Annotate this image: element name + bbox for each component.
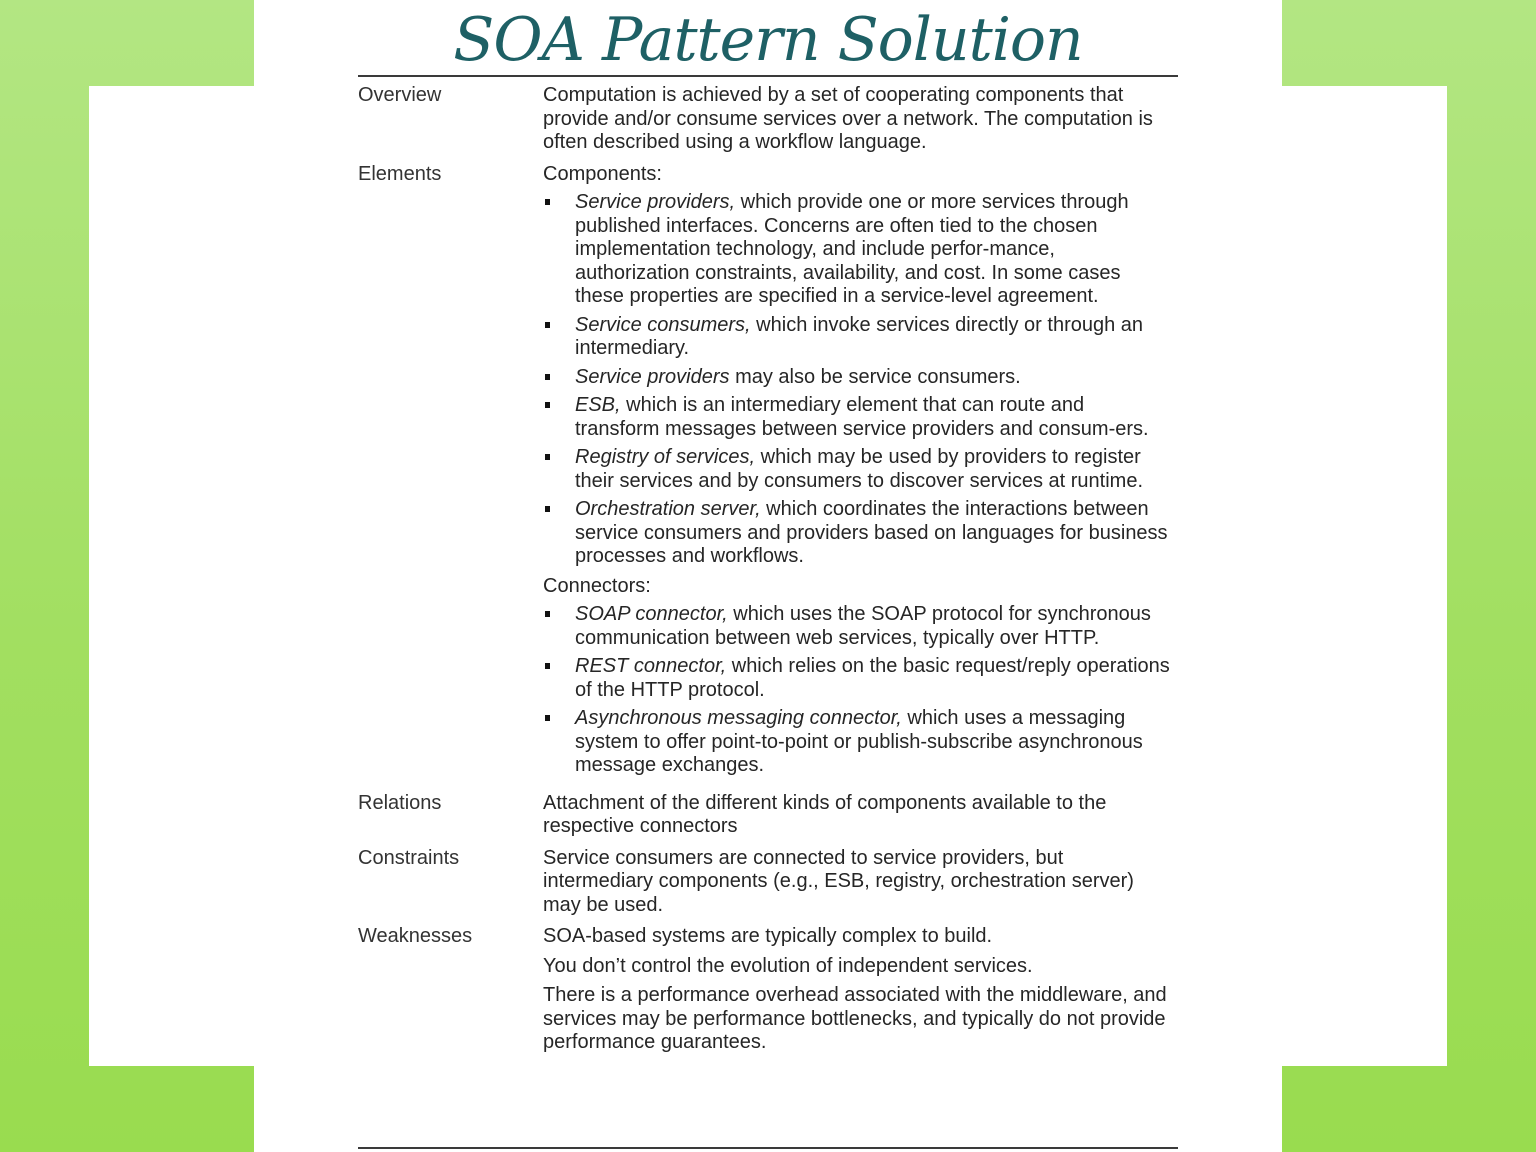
bullet-icon xyxy=(545,506,550,512)
bullet-icon xyxy=(545,715,550,721)
row-label-constraints: Constraints xyxy=(358,846,460,869)
list-item-rest-connector xyxy=(543,655,1173,702)
row-label-overview: Overview xyxy=(358,84,442,106)
list-item-esb xyxy=(543,394,1173,441)
description: which provide one or more services through published interfaces. Concerns are often tied to the chosen implementation technology, and include perfor-mance, authorization constraints, availability, and cost. In some cases these properties are specified in a service-level agreement. xyxy=(575,191,1129,307)
row-overview xyxy=(358,84,1178,155)
pattern-table xyxy=(358,84,1178,1063)
table-top-rule xyxy=(358,75,1178,77)
description: which uses the SOAP protocol for synchronous communication between web services, typically over HTTP. xyxy=(575,603,1151,649)
slide-title: SOA Pattern Solution xyxy=(453,5,1083,75)
list-item-registry xyxy=(543,446,1173,493)
connectors-list xyxy=(543,603,1173,778)
term: Registry of services, xyxy=(575,446,756,468)
term: ESB, xyxy=(575,394,621,416)
description: which relies on the basic request/reply operations of the HTTP protocol. xyxy=(575,655,1170,701)
weakness-text: You don’t control the evolution of independent services. xyxy=(543,954,1033,977)
row-weaknesses xyxy=(358,925,1178,1055)
bullet-icon xyxy=(545,611,550,617)
row-relations xyxy=(358,792,1178,839)
description: which may be used by providers to register their services and by consumers to discover services at runtime. xyxy=(575,446,1143,492)
table-bottom-rule xyxy=(358,1147,1178,1149)
bullet-icon xyxy=(545,663,550,669)
connectors-heading: Connectors: xyxy=(543,574,651,597)
list-item-soap-connector xyxy=(543,603,1173,650)
bullet-icon xyxy=(545,199,550,205)
row-elements xyxy=(358,163,1178,784)
row-body-weaknesses xyxy=(543,925,1173,1055)
bullet-icon xyxy=(545,374,550,380)
bullet-icon xyxy=(545,322,550,328)
row-body-relations xyxy=(543,792,1173,839)
row-body-elements xyxy=(543,163,1173,784)
description: may also be service consumers. xyxy=(729,365,1021,388)
term: SOAP connector, xyxy=(575,603,728,625)
bullet-icon xyxy=(545,402,550,408)
components-list xyxy=(543,191,1173,569)
row-label-weaknesses: Weaknesses xyxy=(358,925,473,947)
weakness-text: There is a performance overhead associated with the middleware, and services may be performance bottlenecks, and typically do not provide performance guarantees. xyxy=(543,984,1167,1053)
constraints-text: Service consumers are connected to service providers, but intermediary components (e.g., ESB, registry, orchestration server) may be used. xyxy=(543,846,1134,916)
list-item-providers-also-consumers xyxy=(543,366,1173,390)
relations-text: Attachment of the different kinds of components available to the respective connectors xyxy=(543,791,1107,837)
bullet-icon xyxy=(545,454,550,460)
description: which is an intermediary element that can route and transform messages between service providers and consum-ers. xyxy=(575,394,1149,440)
weakness-text: SOA-based systems are typically complex to build. xyxy=(543,925,993,947)
description: which invoke services directly or through an intermediary. xyxy=(575,313,1144,359)
row-constraints xyxy=(358,847,1178,918)
right-white-panel xyxy=(1282,86,1447,1066)
list-item-service-providers xyxy=(543,191,1173,309)
term: Asynchronous messaging connector, xyxy=(575,707,902,729)
overview-text: Computation is achieved by a set of cooperating components that provide and/or consume services over a network. The computation is often described using a workflow language. xyxy=(543,84,1153,153)
list-item-async-messaging-connector xyxy=(543,707,1173,778)
description: which coordinates the interactions between service consumers and providers based on languages for business processes and workflows. xyxy=(575,498,1168,567)
row-body-constraints xyxy=(543,847,1173,918)
components-heading: Components: xyxy=(543,162,662,185)
term: Orchestration server, xyxy=(575,498,761,520)
left-white-panel xyxy=(89,86,254,1066)
row-body-overview xyxy=(543,84,1173,155)
list-item-orchestration-server xyxy=(543,498,1173,569)
term: Service providers, xyxy=(575,191,736,213)
term: REST connector, xyxy=(575,655,727,677)
row-label-elements: Elements xyxy=(358,162,442,185)
term: Service providers xyxy=(575,365,730,388)
description: which uses a messaging system to offer point-to-point or publish-subscribe asynchronous message exchanges. xyxy=(575,707,1143,776)
row-label-relations: Relations xyxy=(358,791,442,814)
term: Service consumers, xyxy=(575,313,751,336)
list-item-service-consumers xyxy=(543,314,1173,361)
